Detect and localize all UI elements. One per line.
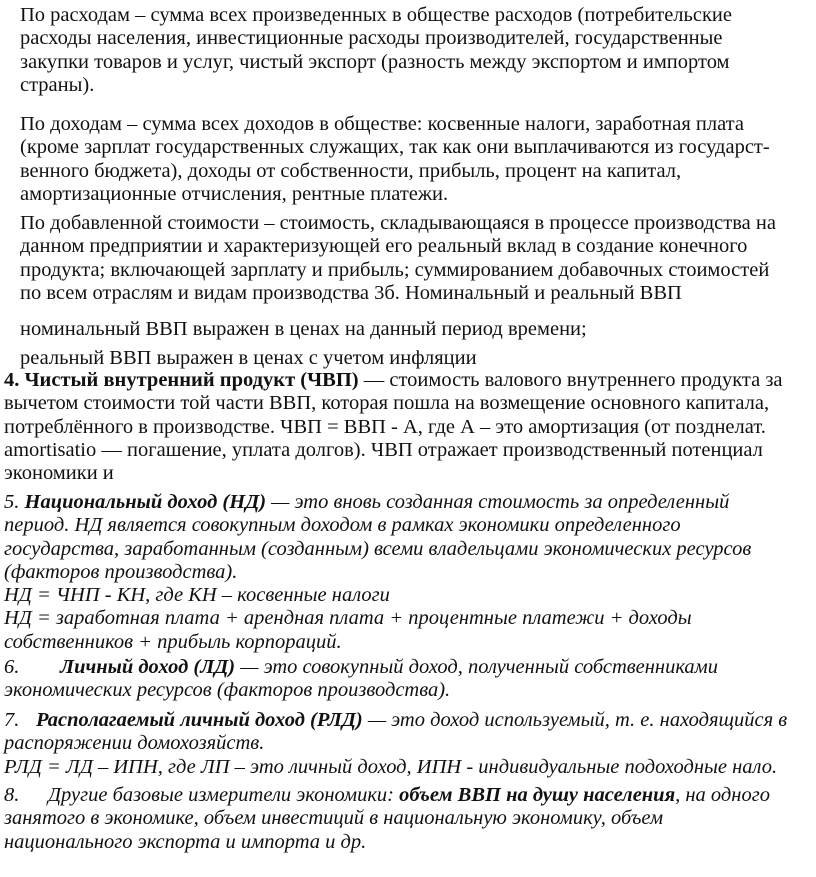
text-line: amortisatio — погашение, уплата долгов). ЧВП отражает производственный потенциал (4, 438, 763, 461)
text-line: венного бюджета), доходы от собственности, прибыль, процент на капитал, (20, 159, 682, 182)
paragraph-expenditure (20, 4, 732, 97)
item-disposable-income (4, 709, 787, 779)
text-line: национального экспорта и импорта и др. (4, 830, 367, 853)
item-number: 5. (4, 491, 25, 513)
text-line: экономики и (4, 462, 114, 485)
text-line: продукта; включающей зарплату и прибыль; суммированием добавочных стоимостей (20, 258, 770, 281)
nominal-gdp-line: номинальный ВВП выражен в ценах на данный период времени; (20, 318, 587, 340)
text-line: (факторов производства). (4, 560, 238, 583)
item-title: Национальный доход (НД) (24, 491, 267, 513)
item-text: — это вновь созданная стоимость за определенный (266, 491, 730, 513)
text-line: страны). (20, 73, 95, 96)
item-text: Другие базовые измерители экономики: (48, 784, 400, 806)
item-text: — это совокупный доход, полученный собственниками (235, 656, 719, 678)
formula-line: НД = заработная плата + арендная плата + процентные платежи + доходы (4, 607, 692, 630)
text-line: данном предприятии и характеризующей его реальный вклад в создание конечного (20, 235, 748, 258)
text-line: (кроме зарплат государственных служащих, так как они выплачиваются из государст- (20, 136, 770, 159)
formula-line: НД = ЧНП - КН, где КН – косвенные налоги (4, 584, 390, 607)
formula-line: собственников + прибыль корпораций. (4, 630, 342, 653)
item-number: 6. (4, 656, 20, 678)
item-emphasis: объем ВВП на душу населения (399, 784, 676, 806)
item-title: Личный доход (ЛД) (60, 656, 236, 678)
text-line: занятого в экономике, объем инвестиций в национальную экономику, объем (4, 807, 664, 830)
text-line: государства, заработанным (созданным) всеми владельцами экономических ресурсов (4, 537, 752, 560)
text-line: закупки товаров и услуг, чистый экспорт (разность между экспортом и импортом (20, 50, 730, 73)
item-national-income (4, 491, 751, 654)
item-number: 7. (4, 709, 20, 731)
formula-line: РЛД = ЛД – ИПН, где ЛП – это личный доход, ИПН - индивидуальные подоходные нало. (4, 755, 778, 778)
text-line: распоряжении домохозяйств. (4, 732, 265, 755)
item-other-measures (4, 784, 770, 854)
item-text: — это доход используемый, т. е. находящийся в (362, 709, 788, 731)
text-line: амортизационные отчисления, рентные платежи. (20, 182, 449, 205)
item-net-domestic-product (4, 369, 783, 485)
item-title: Располагаемый личный доход (РЛД) (36, 709, 363, 731)
text-line: экономических ресурсов (факторов производства). (4, 679, 451, 702)
item-text: — стоимость валового внутреннего продукта за (358, 369, 783, 391)
item-number: 8. (4, 784, 20, 806)
paragraph-income (20, 113, 770, 206)
text-line: По расходам – сумма всех произведенных в обществе расходов (потребительские (20, 4, 732, 26)
item-title: 4. Чистый внутренний продукт (ЧВП) (4, 369, 359, 391)
text-line: расходы населения, инвестиционные расходы производителей, государственные (20, 27, 723, 50)
text-line: по всем отраслям и видам производства 3б. Номинальный и реальный ВВП (20, 281, 682, 304)
item-personal-income (4, 656, 718, 703)
text-line: период. НД является совокупным доходом в рамках экономики определенного (4, 514, 681, 537)
text-line: вычетом стоимости той части ВВП, которая пошла на возмещение основного капитала, (4, 392, 770, 415)
text-line: потреблённого в производстве. ЧВП = ВВП - А, где А – это амортизация (от позднелат. (4, 415, 766, 438)
text-line: По добавленной стоимости – стоимость, складывающаяся в процессе производства на (20, 212, 776, 234)
paragraph-value-added (20, 212, 776, 305)
item-text: , на одного (675, 784, 770, 806)
text-line: По доходам – сумма всех доходов в обществе: косвенные налоги, заработная плата (20, 113, 744, 135)
real-gdp-line: реальный ВВП выражен в ценах с учетом инфляции (20, 347, 477, 369)
